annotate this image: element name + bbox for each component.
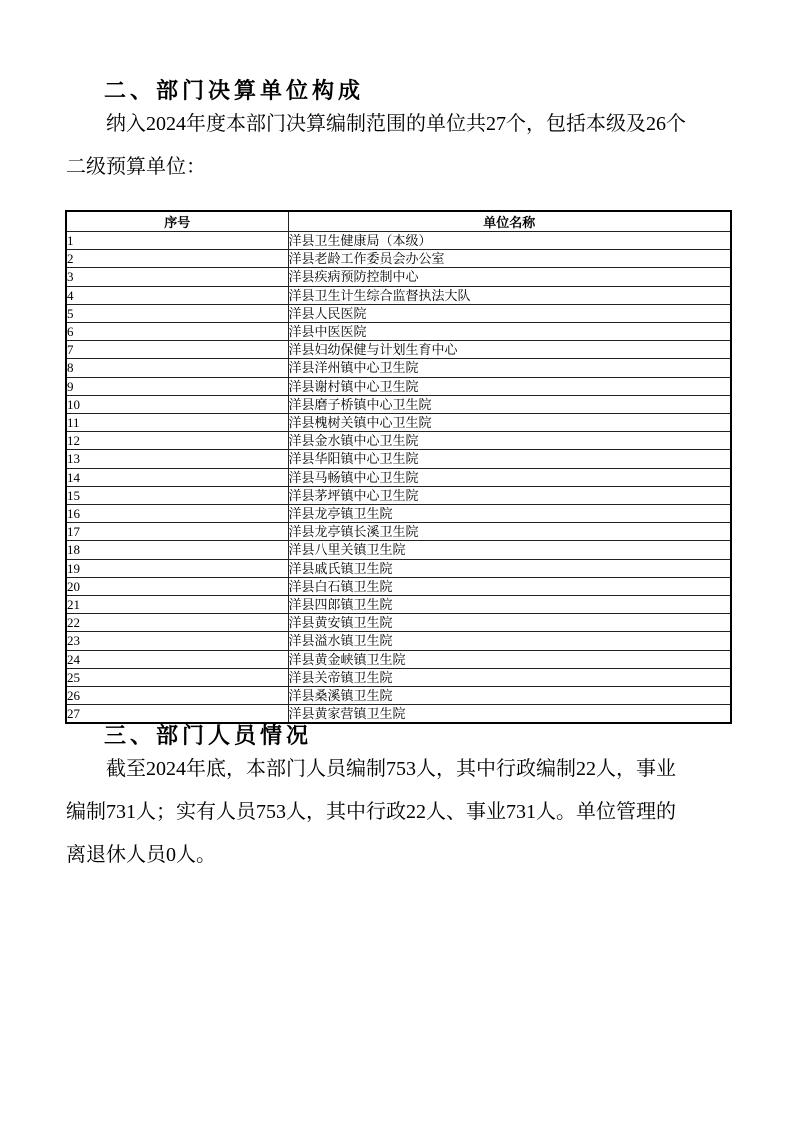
cell-serial-number: 3 xyxy=(66,268,288,286)
table-row xyxy=(66,523,731,541)
table-row xyxy=(66,359,731,377)
cell-unit-name: 洋县中医医院 xyxy=(288,323,731,341)
cell-serial-number: 15 xyxy=(66,486,288,504)
section-2-paragraph xyxy=(66,103,730,189)
cell-serial-number: 7 xyxy=(66,341,288,359)
cell-unit-name: 洋县龙亭镇长溪卫生院 xyxy=(288,523,731,541)
cell-unit-name: 洋县磨子桥镇中心卫生院 xyxy=(288,395,731,413)
cell-unit-name: 洋县谢村镇中心卫生院 xyxy=(288,377,731,395)
table-row xyxy=(66,505,731,523)
table-row xyxy=(66,304,731,322)
cell-serial-number: 21 xyxy=(66,596,288,614)
table-row xyxy=(66,668,731,686)
table-row xyxy=(66,232,731,250)
paragraph-line: 截至2024年底，本部门人员编制753人，其中行政编制22人，事业 xyxy=(106,758,676,780)
cell-serial-number: 22 xyxy=(66,614,288,632)
table-row xyxy=(66,432,731,450)
cell-serial-number: 10 xyxy=(66,395,288,413)
cell-unit-name: 洋县槐树关镇中心卫生院 xyxy=(288,414,731,432)
table-row xyxy=(66,486,731,504)
cell-serial-number: 4 xyxy=(66,286,288,304)
cell-unit-name: 洋县茅坪镇中心卫生院 xyxy=(288,486,731,504)
cell-unit-name: 洋县洋州镇中心卫生院 xyxy=(288,359,731,377)
cell-serial-number: 26 xyxy=(66,687,288,705)
cell-unit-name: 洋县金水镇中心卫生院 xyxy=(288,432,731,450)
table-row xyxy=(66,596,731,614)
cell-unit-name: 洋县白石镇卫生院 xyxy=(288,577,731,595)
section-2-heading: 二、部门决算单位构成 xyxy=(104,78,365,103)
cell-serial-number: 2 xyxy=(66,250,288,268)
cell-serial-number: 6 xyxy=(66,323,288,341)
cell-serial-number: 11 xyxy=(66,414,288,432)
cell-unit-name: 洋县桑溪镇卫生院 xyxy=(288,687,731,705)
table-row xyxy=(66,614,731,632)
paragraph-line: 二级预算单位： xyxy=(66,156,206,178)
cell-serial-number: 9 xyxy=(66,377,288,395)
cell-serial-number: 19 xyxy=(66,559,288,577)
table-body xyxy=(66,232,731,724)
cell-unit-name: 洋县关帝镇卫生院 xyxy=(288,668,731,686)
cell-unit-name: 洋县黄家营镇卫生院 xyxy=(288,705,731,724)
cell-serial-number: 25 xyxy=(66,668,288,686)
table-row xyxy=(66,559,731,577)
cell-unit-name: 洋县老龄工作委员会办公室 xyxy=(288,250,731,268)
table-header xyxy=(66,211,731,232)
cell-serial-number: 12 xyxy=(66,432,288,450)
cell-serial-number: 17 xyxy=(66,523,288,541)
cell-serial-number: 18 xyxy=(66,541,288,559)
cell-unit-name: 洋县戚氏镇卫生院 xyxy=(288,559,731,577)
cell-serial-number: 24 xyxy=(66,650,288,668)
paragraph-line: 离退休人员0人。 xyxy=(66,844,216,866)
cell-serial-number: 8 xyxy=(66,359,288,377)
cell-unit-name: 洋县疾病预防控制中心 xyxy=(288,268,731,286)
cell-unit-name: 洋县卫生计生综合监督执法大队 xyxy=(288,286,731,304)
column-header-serial-number: 序号 xyxy=(66,211,288,232)
section-3-heading: 三、部门人员情况 xyxy=(104,723,313,748)
column-header-unit-name: 单位名称 xyxy=(288,211,731,232)
cell-unit-name: 洋县马畅镇中心卫生院 xyxy=(288,468,731,486)
table-row xyxy=(66,577,731,595)
cell-serial-number: 16 xyxy=(66,505,288,523)
cell-unit-name: 洋县卫生健康局（本级） xyxy=(288,232,731,250)
table-row xyxy=(66,687,731,705)
cell-unit-name: 洋县四郎镇卫生院 xyxy=(288,596,731,614)
table-header-row xyxy=(66,211,731,232)
table-row xyxy=(66,268,731,286)
cell-serial-number: 23 xyxy=(66,632,288,650)
table-row xyxy=(66,286,731,304)
cell-unit-name: 洋县华阳镇中心卫生院 xyxy=(288,450,731,468)
table-row xyxy=(66,541,731,559)
table-row xyxy=(66,650,731,668)
table-row xyxy=(66,395,731,413)
cell-unit-name: 洋县人民医院 xyxy=(288,304,731,322)
paragraph-line: 编制731人；实有人员753人，其中行政22人、事业731人。单位管理的 xyxy=(66,801,676,823)
table-row xyxy=(66,632,731,650)
cell-unit-name: 洋县妇幼保健与计划生育中心 xyxy=(288,341,731,359)
table-row xyxy=(66,341,731,359)
table-row xyxy=(66,377,731,395)
cell-unit-name: 洋县溢水镇卫生院 xyxy=(288,632,731,650)
cell-serial-number: 20 xyxy=(66,577,288,595)
table-row xyxy=(66,250,731,268)
cell-serial-number: 1 xyxy=(66,232,288,250)
budget-units-table xyxy=(65,210,732,724)
cell-serial-number: 5 xyxy=(66,304,288,322)
cell-serial-number: 13 xyxy=(66,450,288,468)
paragraph-line: 纳入2024年度本部门决算编制范围的单位共27个，包括本级及26个 xyxy=(106,113,686,135)
cell-unit-name: 洋县八里关镇卫生院 xyxy=(288,541,731,559)
cell-unit-name: 洋县龙亭镇卫生院 xyxy=(288,505,731,523)
table-row xyxy=(66,414,731,432)
section-3-paragraph xyxy=(66,748,730,877)
cell-serial-number: 27 xyxy=(66,705,288,724)
cell-unit-name: 洋县黄安镇卫生院 xyxy=(288,614,731,632)
table-row xyxy=(66,468,731,486)
table-row xyxy=(66,450,731,468)
cell-unit-name: 洋县黄金峡镇卫生院 xyxy=(288,650,731,668)
cell-serial-number: 14 xyxy=(66,468,288,486)
table-row xyxy=(66,323,731,341)
